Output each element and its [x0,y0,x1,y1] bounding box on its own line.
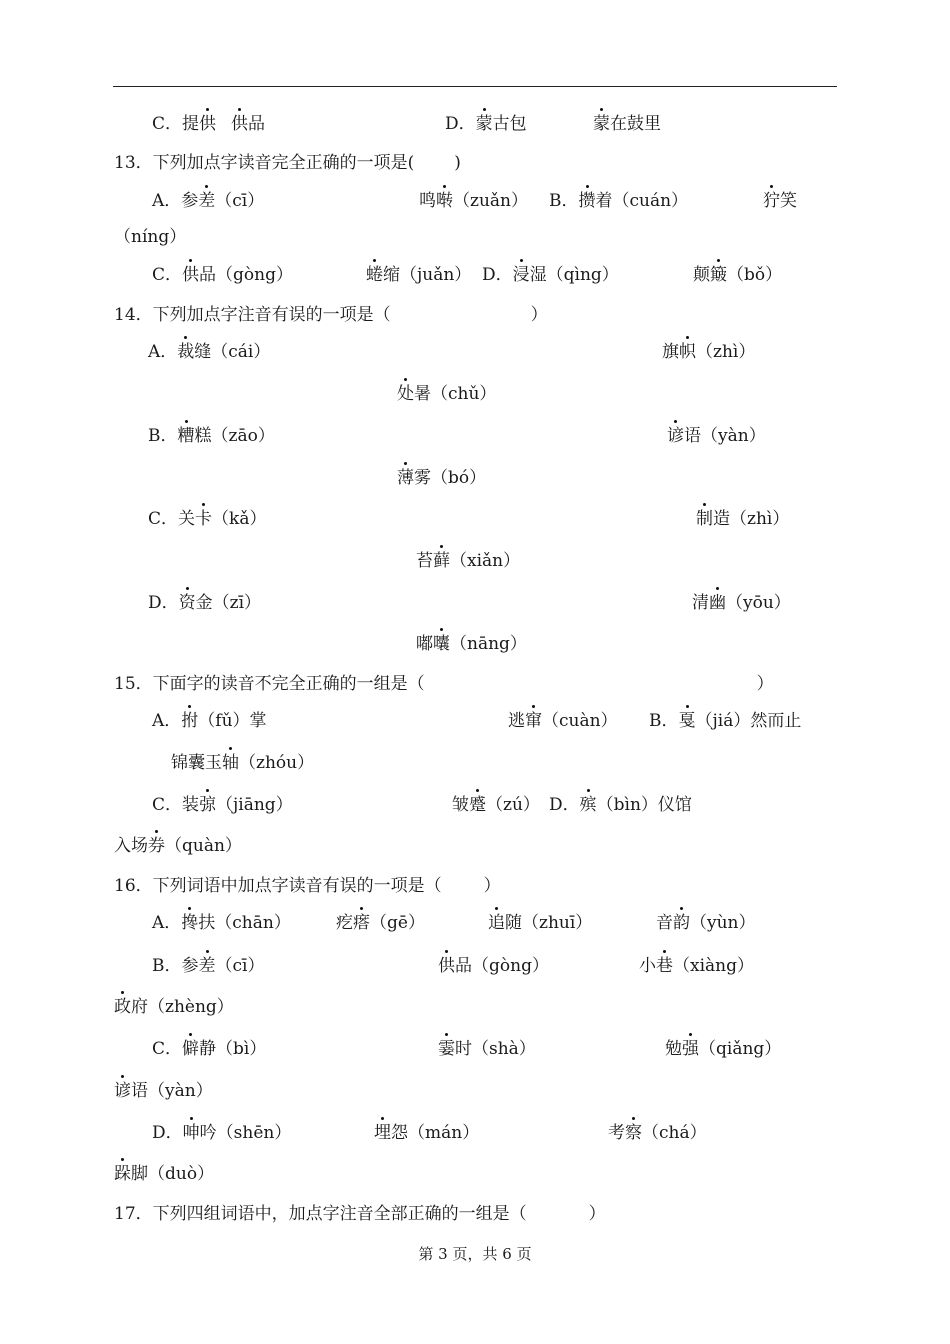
q16-option-d-word1: D．呻吟（shēn） [152,1123,292,1143]
q14-option-b-word2: 谚语（yàn） [667,426,766,446]
q12-option-d-word2: 蒙在鼓里 [593,114,661,134]
q16-option-b-word4: 政府（zhèng） [114,997,234,1017]
q14-option-c-word2: 制造（zhì） [696,509,790,529]
q13-option-c-word2: 蜷缩（juǎn） [366,265,472,285]
q14-stem: 14．下列加点字注音有误的一项是（ ） [114,305,548,325]
q14-option-b-word1: B．糟糕（zāo） [148,426,275,446]
q13-option-a-word1: A．参差（cī） [152,191,265,211]
q17-stem: 17．下列四组词语中，加点字注音全部正确的一组是（ ） [114,1204,606,1224]
q15-option-b-word2: 锦囊玉轴（zhóu） [171,753,315,773]
q13-option-d-word2: 颠簸（bǒ） [693,265,783,285]
q16-option-c-word1: C．僻静（bì） [152,1039,267,1059]
q16-option-a-word1: A．搀扶（chān） [152,913,291,933]
q12-option-c: C．提供 供品 [152,114,266,134]
q16-option-a-word2: 疙瘩（gē） [336,913,425,933]
q14-option-d-word3: 嘟囔（nāng） [416,634,527,654]
q14-option-c-word1: C．关卡（kǎ） [148,509,267,529]
q13-option-b-pinyin: （níng） [114,227,187,247]
q15-option-a-word2: 逃窜（cuàn） [508,711,618,731]
q12-option-d: D．蒙古包 [445,114,527,134]
q16-option-c-word3: 勉强（qiǎng） [665,1039,782,1059]
q13-option-d-word1: D．浸湿（qìng） [482,265,619,285]
q15-option-d-word2: 入场券（quàn） [114,836,242,856]
q16-stem: 16．下列词语中加点字读音有误的一项是（ ） [114,876,501,896]
q13-option-c-word1: C．供品（gòng） [152,265,293,285]
q15-option-a-word1: A．拊（fǔ）掌 [152,711,267,731]
q13-option-a-word2: 鸣啭（zuǎn） [419,191,528,211]
q15-stem: 15．下面字的读音不完全正确的一组是（ ） [114,674,774,694]
q16-option-d-word2: 埋怨（mán） [374,1123,480,1143]
q13-option-b-word2: 狞笑 [763,191,797,211]
q14-option-d-word2: 清幽（yōu） [692,593,791,613]
q13-option-b-word1: B．攒着（cuán） [549,191,689,211]
q16-option-a-word4: 音韵（yùn） [656,913,756,933]
q14-option-a-word1: A．裁缝（cái） [148,342,271,362]
q16-option-c-word4: 谚语（yàn） [114,1081,213,1101]
q16-option-d-word4: 跺脚（duò） [114,1164,215,1184]
header-rule [113,86,837,87]
q15-option-b-word1: B．戛（jiá）然而止 [649,711,802,731]
q15-option-c-word2: 皱蹙（zú） [452,795,540,815]
q14-option-a-word3: 处暑（chǔ） [397,384,497,404]
q16-option-d-word3: 考察（chá） [608,1123,707,1143]
q14-option-c-word3: 苔藓（xiǎn） [416,551,521,571]
q16-option-b-word3: 小巷（xiàng） [639,956,754,976]
q16-option-b-word1: B．参差（cī） [152,956,265,976]
q16-option-c-word2: 霎时（shà） [438,1039,536,1059]
q16-option-b-word2: 供品（gòng） [438,956,549,976]
q13-stem: 13．下列加点字读音完全正确的一项是( ) [114,153,461,173]
q16-option-a-word3: 追随（zhuī） [488,913,593,933]
q14-option-d-word1: D．资金（zī） [148,593,262,613]
page-footer: 第 3 页，共 6 页 [418,1245,532,1263]
q15-option-c-word1: C．装弶（jiāng） [152,795,293,815]
q14-option-a-word2: 旗帜（zhì） [662,342,756,362]
q15-option-d-word1: D．殡（bìn）仪馆 [549,795,692,815]
q14-option-b-word3: 薄雾（bó） [397,468,487,488]
